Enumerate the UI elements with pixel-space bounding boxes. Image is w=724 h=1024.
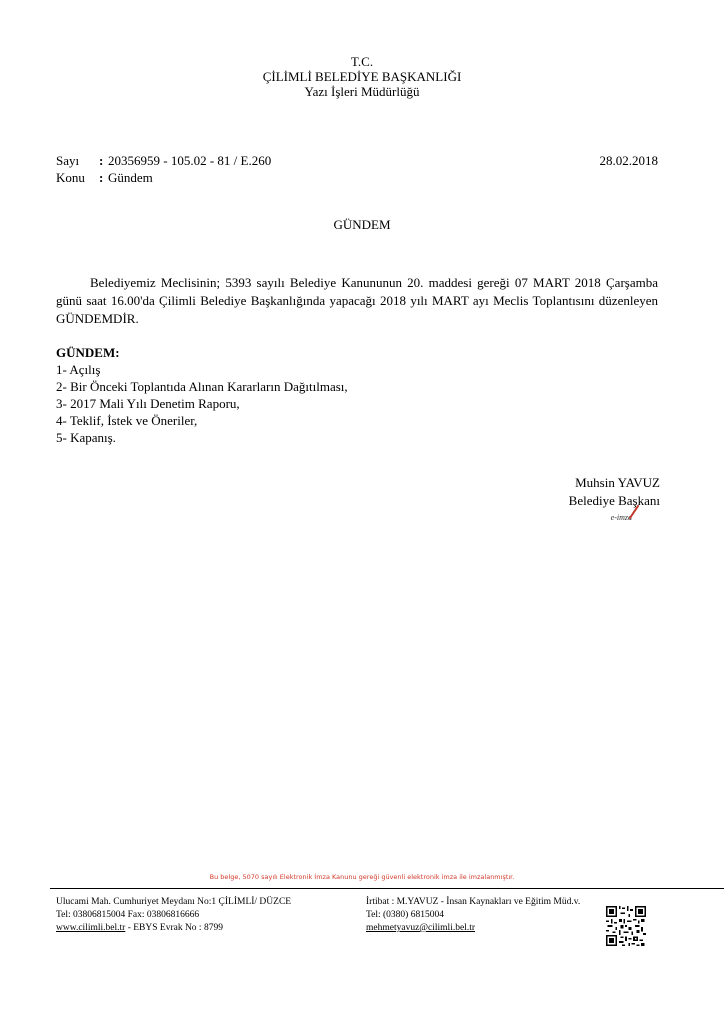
eimza-check-icon (629, 505, 639, 519)
sayi-value: 20356959 - 105.02 - 81 / E.260 (108, 153, 272, 168)
signer-title: Belediye Başkanı (568, 493, 660, 508)
sayi-label: Sayı (56, 153, 80, 168)
website-link[interactable]: www.cilimli.bel.tr (56, 923, 126, 933)
konu-row (56, 169, 658, 186)
signature-block (569, 474, 660, 510)
agenda-heading: GÜNDEM: (56, 345, 120, 360)
header-tc: T.C. (350, 54, 374, 69)
eimza-label: e-imza (610, 513, 632, 522)
footer-web-line (56, 922, 291, 935)
signer-name: Muhsin YAVUZ (575, 475, 660, 490)
agenda-item: 3- 2017 Mali Yılı Denetim Raporu, (56, 396, 240, 411)
footer-contact-person: İrtibat : M.YAVUZ - İnsan Kaynakları ve Eğitim Müd.v. (366, 897, 581, 907)
agenda-item: 4- Teklif, İstek ve Öneriler, (56, 413, 198, 428)
email-link[interactable]: mehmetyavuz@cilimli.bel.tr (366, 923, 475, 933)
footer-divider (50, 888, 724, 889)
document-meta (56, 152, 658, 186)
footer-address: Ulucami Mah. Cumhuriyet Meydanı No:1 ÇİLİMLİ/ DÜZCE (56, 897, 292, 907)
header-department: Yazı İşleri Müdürlüğü (304, 84, 420, 99)
sayi-row (56, 152, 658, 169)
agenda-item: 5- Kapanış. (56, 430, 116, 445)
document-title: GÜNDEM (333, 217, 391, 232)
footer-contact-left (56, 896, 291, 935)
ebys-number: - EBYS Evrak No : 8799 (125, 923, 223, 933)
footer-contact-right (366, 896, 596, 935)
sayi-colon: : (99, 153, 104, 168)
document-date: 28.02.2018 (599, 153, 658, 168)
footer-contact-phone: Tel: (0380) 6815004 (366, 910, 444, 920)
qr-code-icon (606, 906, 646, 946)
konu-label: Konu (56, 170, 85, 185)
header-institution: ÇİLİMLİ BELEDİYE BAŞKANLIĞI (262, 69, 462, 84)
agenda-item: 1- Açılış (56, 362, 101, 377)
footer-phone: Tel: 03806815004 Fax: 03806816666 (56, 910, 200, 920)
konu-colon: : (99, 170, 104, 185)
konu-value: Gündem (108, 170, 153, 185)
document-header (0, 54, 724, 99)
esignature-notice: Bu belge, 5070 sayılı Elektronik İmza Kanunu gereği güvenli elektronik imza ile imzalanmıştır. (209, 873, 515, 881)
body-paragraph: Belediyemiz Meclisinin; 5393 sayılı Belediye Kanununun 20. maddesi gereği 07 MART 2018 Çarşamba günü saat 16.00'da Çilimli Belediye Başkanlığında yapacağı 2018 yılı MART ayı Meclis Toplantısını düzenleyen GÜNDEMDİR. (56, 275, 658, 326)
agenda-list (56, 344, 348, 446)
agenda-item: 2- Bir Önceki Toplantıda Alınan Kararların Dağıtılması, (56, 379, 348, 394)
